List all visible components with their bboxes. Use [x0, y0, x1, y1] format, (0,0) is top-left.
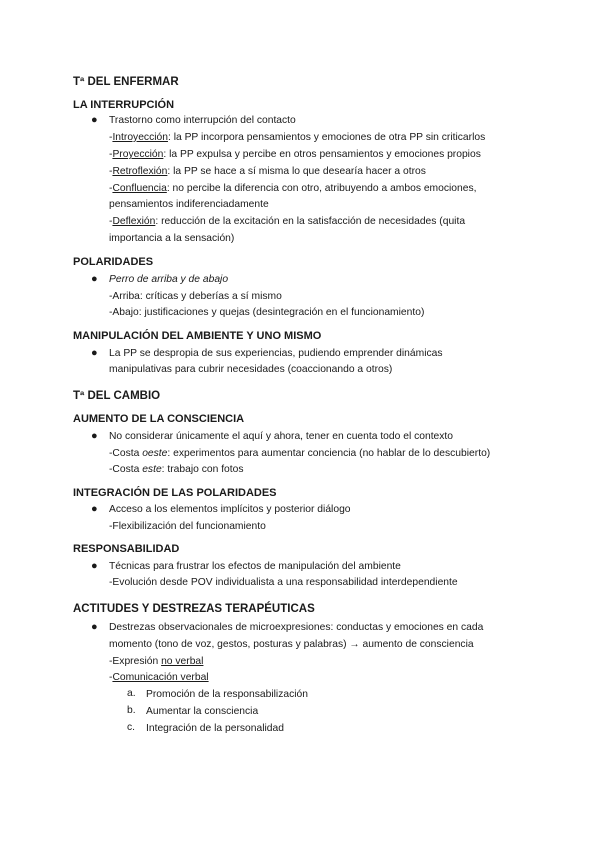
heading-polaridades: POLARIDADES: [73, 256, 154, 268]
costa-oeste: -Costa oeste: experimentos para aumentar conciencia (no hablar de lo descubierto): [109, 448, 491, 459]
responsabilidad-bullet: Técnicas para frustrar los efectos de manipulación del ambiente: [109, 561, 401, 572]
actitudes-line1: Destrezas observacionales de microexpresiones: conductas y emociones en cada: [109, 622, 484, 633]
consciencia-bullet: No considerar únicamente el aquí y ahora, tener en cuenta todo el contexto: [109, 431, 454, 442]
comunicacion-verbal: -Comunicación verbal: [109, 672, 209, 683]
ordered-item: Integración de la personalidad: [146, 723, 284, 734]
heading-interrupcion: LA INTERRUPCIÓN: [73, 99, 175, 111]
polaridades-arriba: -Arriba: críticas y deberías a sí mismo: [109, 291, 282, 302]
ordered-item: Aumentar la consciencia: [146, 706, 259, 717]
bullet-dot: ●: [91, 114, 98, 126]
manipulacion-line1: La PP se despropia de sus experiencias, pudiendo emprender dinámicas: [109, 348, 443, 359]
ordered-num: b.: [127, 705, 136, 716]
bullet-dot: ●: [91, 347, 98, 359]
bullet-dot: ●: [91, 621, 98, 633]
polaridades-abajo: -Abajo: justificaciones y quejas (desintegración en el funcionamiento): [109, 307, 425, 318]
expresion-no-verbal: -Expresión no verbal: [109, 656, 204, 667]
heading-consciencia: AUMENTO DE LA CONSCIENCIA: [73, 413, 245, 425]
title-cambio: Tª DEL CAMBIO: [73, 390, 161, 402]
ordered-item: Promoción de la responsabilización: [146, 689, 308, 700]
responsabilidad-item: -Evolución desde POV individualista a una responsabilidad interdependiente: [109, 577, 458, 588]
heading-manipulacion: MANIPULACIÓN DEL AMBIENTE Y UNO MISMO: [73, 330, 322, 342]
heading-responsabilidad: RESPONSABILIDAD: [73, 543, 180, 555]
item-retroflexion: -Retroflexión: la PP se hace a sí misma lo que desearía hacer a otros: [109, 166, 426, 177]
item-introyeccion: -Introyección: la PP incorpora pensamientos y emociones de otra PP sin criticarlos: [109, 132, 486, 143]
actitudes-line2: momento (tono de voz, gestos, posturas y palabras) → aumento de consciencia: [109, 639, 474, 650]
item-deflexion: -Deflexión: reducción de la excitación en la satisfacción de necesidades (quita: [109, 216, 466, 227]
integracion-item: -Flexibilización del funcionamiento: [109, 521, 266, 532]
item-proyeccion: -Proyección: la PP expulsa y percibe en otros pensamientos y emociones propios: [109, 149, 481, 160]
manipulacion-line2: manipulativas para cubrir necesidades (coaccionando a otros): [109, 364, 393, 375]
interrupcion-bullet: Trastorno como interrupción del contacto: [109, 115, 296, 126]
polaridades-bullet: Perro de arriba y de abajo: [109, 274, 229, 285]
heading-actitudes: ACTITUDES Y DESTREZAS TERAPÉUTICAS: [73, 603, 315, 615]
item-confluencia-cont: pensamientos indiferenciadamente: [109, 199, 269, 210]
item-confluencia: -Confluencia: no percibe la diferencia con otro, atribuyendo a ambos emociones,: [109, 183, 477, 194]
heading-integracion: INTEGRACIÓN DE LAS POLARIDADES: [73, 487, 277, 499]
ordered-num: a.: [127, 688, 136, 699]
title-enfermar: Tª DEL ENFERMAR: [73, 76, 179, 88]
integracion-bullet: Acceso a los elementos implícitos y posterior diálogo: [109, 504, 351, 515]
bullet-dot: ●: [91, 273, 98, 285]
ordered-num: c.: [127, 722, 136, 733]
bullet-dot: ●: [91, 560, 98, 572]
costa-este: -Costa este: trabajo con fotos: [109, 464, 244, 475]
bullet-dot: ●: [91, 430, 98, 442]
bullet-dot: ●: [91, 503, 98, 515]
item-deflexion-cont: importancia a la sensación): [109, 233, 235, 244]
